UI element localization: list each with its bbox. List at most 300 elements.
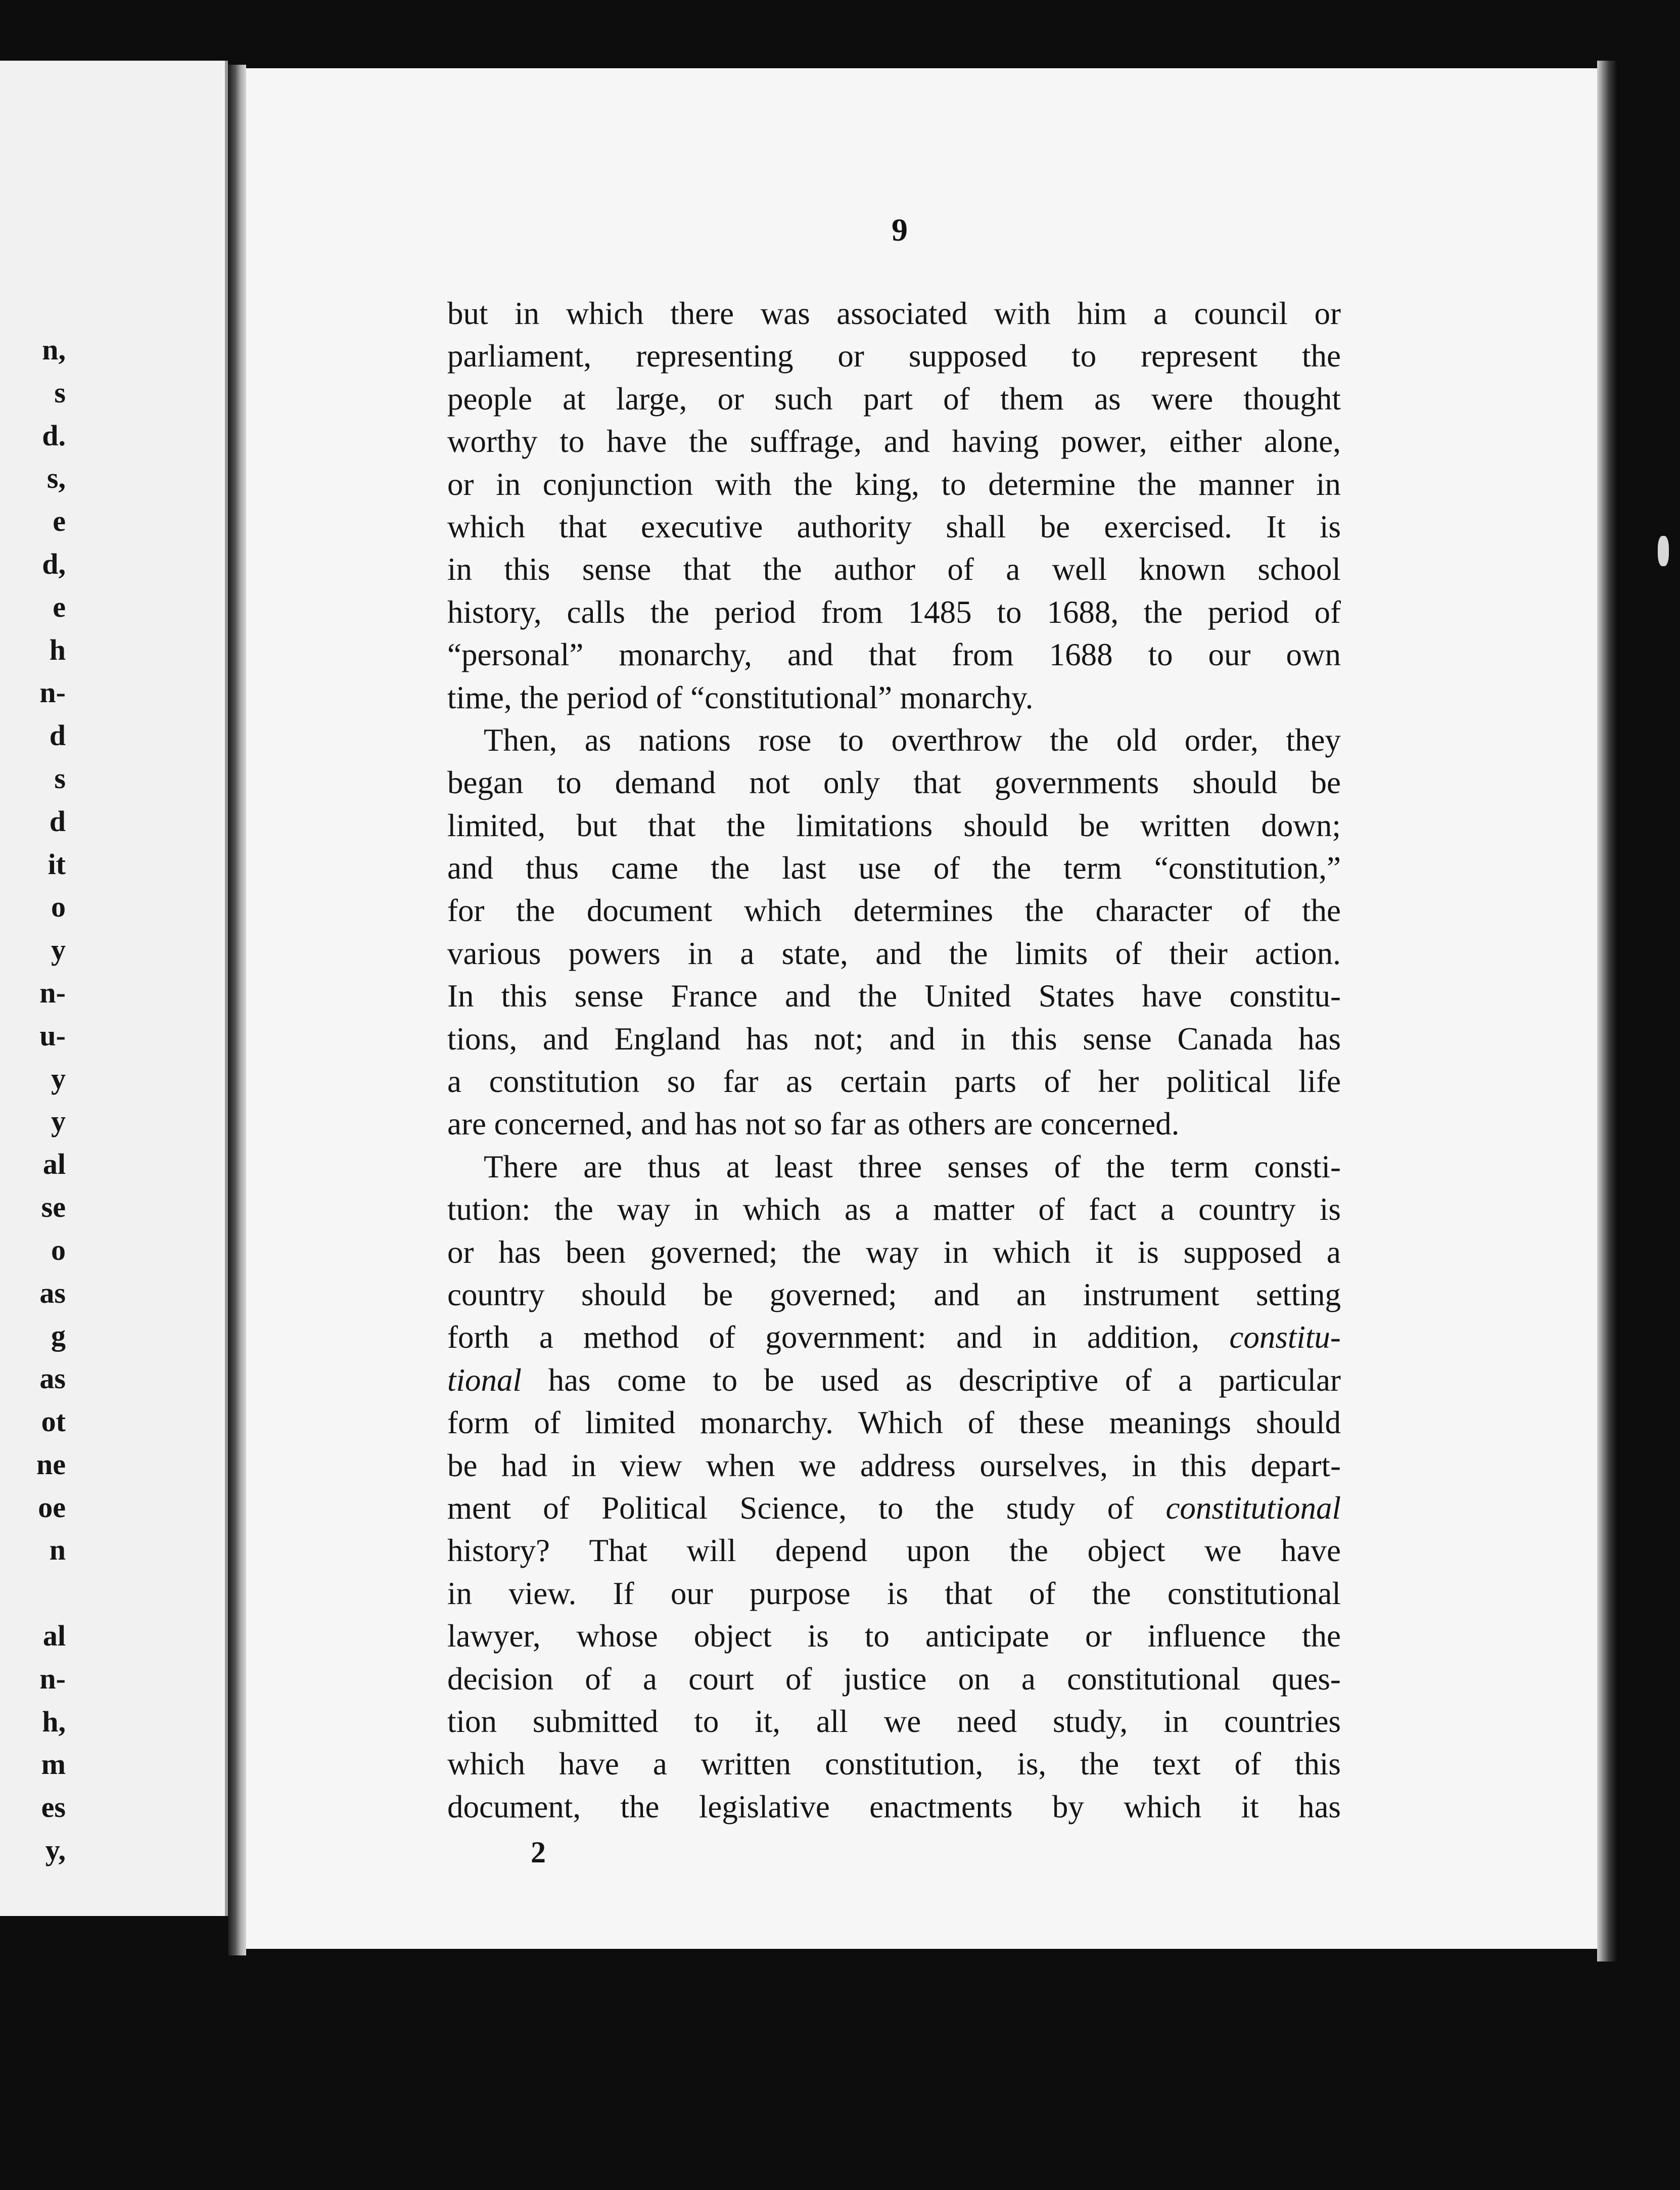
word: the bbox=[992, 850, 1032, 886]
word: or bbox=[1085, 1618, 1112, 1654]
word: known bbox=[1139, 552, 1226, 587]
word: order, bbox=[1184, 722, 1258, 758]
word: thus bbox=[647, 1149, 701, 1184]
left-page bbox=[0, 61, 228, 1916]
word: representing bbox=[636, 338, 794, 374]
page-edge-shadow bbox=[1597, 61, 1617, 1961]
word: has bbox=[1298, 1021, 1341, 1057]
word: in bbox=[943, 1234, 968, 1270]
word: a bbox=[1153, 296, 1168, 331]
word: there bbox=[670, 296, 734, 331]
word: large, bbox=[616, 381, 687, 417]
word: exercised. bbox=[1104, 509, 1232, 544]
word: limited, bbox=[447, 807, 546, 843]
page-number: 9 bbox=[892, 212, 908, 248]
word: council bbox=[1194, 296, 1288, 331]
word: tional bbox=[447, 1362, 522, 1398]
word: has bbox=[1298, 1789, 1341, 1824]
word: address bbox=[860, 1447, 956, 1483]
word: will bbox=[686, 1533, 736, 1569]
word: began bbox=[447, 765, 524, 801]
word: rose bbox=[758, 722, 812, 758]
word: Canada bbox=[1177, 1021, 1273, 1057]
word: upon bbox=[906, 1533, 970, 1569]
word: represent bbox=[1141, 338, 1258, 374]
word: constitution, bbox=[825, 1746, 984, 1782]
word: is, bbox=[1017, 1746, 1047, 1782]
text-line bbox=[447, 1359, 1341, 1401]
word: the bbox=[1302, 338, 1341, 374]
text-line bbox=[447, 463, 1341, 506]
word: study, bbox=[1053, 1703, 1128, 1739]
word: supposed bbox=[908, 338, 1028, 374]
word: school bbox=[1257, 552, 1341, 587]
word: has bbox=[548, 1362, 591, 1398]
left-edge-fragment: n bbox=[49, 1533, 66, 1567]
word: calls bbox=[567, 594, 625, 630]
word: governed; bbox=[650, 1234, 778, 1270]
word: on bbox=[958, 1661, 990, 1697]
word: term bbox=[1170, 1149, 1229, 1184]
word: of bbox=[967, 1405, 995, 1441]
word: monarchy. bbox=[900, 679, 1034, 715]
word: parliament, bbox=[447, 338, 592, 374]
word: character bbox=[1095, 893, 1212, 929]
left-edge-fragment: g bbox=[51, 1319, 66, 1352]
word: submitted bbox=[532, 1703, 659, 1739]
word: so bbox=[794, 1106, 822, 1142]
word: of bbox=[1038, 1192, 1065, 1227]
word: time, bbox=[447, 679, 512, 715]
word: or bbox=[447, 1234, 474, 1270]
word: it bbox=[1095, 1234, 1113, 1270]
word: or bbox=[447, 466, 474, 502]
word: our bbox=[670, 1575, 713, 1611]
word: history, bbox=[447, 594, 542, 630]
word: be bbox=[1040, 509, 1070, 544]
word: a bbox=[539, 1319, 553, 1355]
signature-mark: 2 bbox=[531, 1836, 546, 1869]
word: having bbox=[952, 424, 1039, 460]
word: which bbox=[566, 296, 644, 331]
word: United bbox=[924, 978, 1011, 1014]
word: the bbox=[763, 552, 802, 587]
word: period bbox=[1207, 594, 1289, 630]
word: them bbox=[1000, 381, 1064, 417]
word: In bbox=[447, 978, 474, 1014]
word: power, bbox=[1060, 424, 1147, 460]
word: far bbox=[723, 1064, 759, 1100]
word: country bbox=[447, 1276, 545, 1312]
left-edge-fragment: al bbox=[42, 1148, 66, 1181]
word: of bbox=[585, 1661, 612, 1697]
word: use bbox=[858, 850, 901, 886]
text-line bbox=[447, 847, 1341, 889]
word: part bbox=[863, 381, 913, 417]
word: as bbox=[873, 1106, 900, 1142]
word: is bbox=[886, 1575, 908, 1611]
word: to bbox=[864, 1618, 890, 1654]
left-edge-fragment: d bbox=[49, 804, 66, 838]
word: 1688 bbox=[1049, 637, 1113, 673]
word: supposed bbox=[1183, 1234, 1302, 1270]
word: purpose bbox=[750, 1575, 851, 1611]
word: constitu- bbox=[1229, 1319, 1341, 1355]
word: States bbox=[1038, 978, 1115, 1014]
word: government: bbox=[765, 1319, 926, 1355]
word: demand bbox=[615, 765, 716, 801]
word: a bbox=[643, 1661, 657, 1697]
left-edge-fragment: o bbox=[51, 1233, 66, 1266]
word: we bbox=[799, 1447, 836, 1483]
word: the bbox=[620, 1789, 660, 1824]
word: or bbox=[1314, 296, 1341, 331]
word: in bbox=[1163, 1703, 1189, 1739]
word: came bbox=[611, 850, 679, 886]
word: has bbox=[694, 1106, 737, 1142]
word: addition, bbox=[1087, 1319, 1200, 1355]
word: the bbox=[1080, 1746, 1119, 1782]
text-line bbox=[447, 1529, 1341, 1572]
word: should bbox=[581, 1276, 667, 1312]
word: of bbox=[1314, 594, 1341, 630]
text-line bbox=[447, 378, 1341, 420]
word: in bbox=[688, 935, 713, 971]
left-edge-fragment: y bbox=[51, 933, 66, 967]
word: political bbox=[1166, 1064, 1271, 1100]
word: history? bbox=[447, 1533, 550, 1569]
word: a bbox=[740, 935, 755, 971]
word: and bbox=[889, 1021, 936, 1057]
text-line bbox=[447, 1658, 1341, 1700]
word: senses bbox=[947, 1149, 1029, 1184]
word: and bbox=[875, 935, 922, 971]
text-line bbox=[447, 676, 1341, 719]
word: which bbox=[1124, 1789, 1202, 1824]
word: concerned. bbox=[1040, 1106, 1180, 1142]
word: associated bbox=[836, 296, 968, 331]
word: court bbox=[688, 1661, 754, 1697]
word: own bbox=[1286, 637, 1341, 673]
left-edge-fragment: es bbox=[41, 1791, 66, 1824]
text-line bbox=[447, 1018, 1341, 1060]
word: consti- bbox=[1254, 1149, 1341, 1184]
text-line bbox=[447, 1316, 1341, 1358]
word: were bbox=[1151, 381, 1214, 417]
word: 1485 bbox=[908, 594, 972, 630]
word: to bbox=[941, 466, 966, 502]
word: country bbox=[1198, 1192, 1296, 1227]
scan-background bbox=[0, 1961, 1680, 2190]
word: influence bbox=[1147, 1618, 1266, 1654]
word: was bbox=[760, 296, 810, 331]
text-line bbox=[447, 548, 1341, 590]
word: the bbox=[689, 424, 728, 460]
word: constitu- bbox=[1229, 978, 1341, 1014]
text-line bbox=[447, 1103, 1341, 1145]
word: form bbox=[447, 1405, 509, 1441]
word: overthrow bbox=[891, 722, 1022, 758]
word: the bbox=[554, 1192, 593, 1227]
word: various bbox=[447, 935, 541, 971]
text-line bbox=[447, 1700, 1341, 1743]
word: had bbox=[501, 1447, 547, 1483]
word: of bbox=[947, 552, 974, 587]
word: this bbox=[501, 978, 547, 1014]
word: down; bbox=[1261, 807, 1341, 843]
word: the bbox=[1009, 1533, 1048, 1569]
word: sense bbox=[574, 978, 644, 1014]
word: of bbox=[943, 381, 970, 417]
text-line bbox=[447, 1401, 1341, 1444]
word: of bbox=[1044, 1064, 1071, 1100]
word: sense bbox=[1083, 1021, 1152, 1057]
word: far bbox=[830, 1106, 866, 1142]
word: that bbox=[647, 807, 696, 843]
word: “constitution,” bbox=[1154, 850, 1341, 886]
text-line bbox=[447, 1146, 1341, 1188]
text-line bbox=[447, 975, 1341, 1017]
word: of bbox=[1243, 893, 1271, 929]
word: be bbox=[703, 1276, 733, 1312]
word: study bbox=[1006, 1490, 1076, 1526]
word: object bbox=[693, 1618, 772, 1654]
word: worthy bbox=[447, 424, 538, 460]
word: has bbox=[746, 1021, 789, 1057]
word: to bbox=[1071, 338, 1097, 374]
word: a bbox=[1178, 1362, 1192, 1398]
word: to bbox=[997, 594, 1022, 630]
word: enactments bbox=[869, 1789, 1013, 1824]
word: in bbox=[1032, 1319, 1057, 1355]
word: method bbox=[583, 1319, 679, 1355]
word: “constitutional” bbox=[690, 679, 893, 715]
word: which bbox=[447, 1746, 525, 1782]
word: in bbox=[961, 1021, 986, 1057]
word: to bbox=[694, 1703, 719, 1739]
word: the bbox=[1050, 722, 1089, 758]
left-edge-fragment: e bbox=[53, 505, 66, 538]
word: to bbox=[556, 765, 582, 801]
word: suffrage, bbox=[750, 424, 862, 460]
word: is bbox=[1137, 1234, 1159, 1270]
left-edge-fragment: oe bbox=[38, 1490, 66, 1524]
word: written bbox=[1140, 807, 1231, 843]
word: for bbox=[447, 893, 485, 929]
word: is bbox=[807, 1618, 829, 1654]
word: the bbox=[1106, 1149, 1145, 1184]
text-line bbox=[447, 719, 1341, 761]
left-edge-fragment: se bbox=[41, 1190, 66, 1223]
word: people bbox=[447, 381, 532, 417]
word: at bbox=[563, 381, 586, 417]
word: state, bbox=[781, 935, 848, 971]
word: concerned, bbox=[494, 1106, 633, 1142]
word: the bbox=[1143, 594, 1183, 630]
book-spine bbox=[228, 65, 246, 1955]
word: executive bbox=[640, 509, 763, 544]
word: It bbox=[1266, 509, 1286, 544]
word: are bbox=[994, 1106, 1033, 1142]
word: all bbox=[816, 1703, 848, 1739]
word: or bbox=[717, 381, 744, 417]
word: this bbox=[1011, 1021, 1057, 1057]
word: way bbox=[865, 1234, 919, 1270]
left-edge-fragment: as bbox=[39, 1276, 66, 1309]
left-edge-fragment: ne bbox=[36, 1447, 66, 1481]
word: has bbox=[498, 1234, 541, 1270]
word: a bbox=[1006, 552, 1020, 587]
word: period bbox=[567, 679, 648, 715]
left-edge-fragment: n- bbox=[39, 676, 66, 709]
left-edge-fragment: s bbox=[54, 761, 66, 795]
word: decision bbox=[447, 1661, 553, 1697]
word: are bbox=[583, 1149, 623, 1184]
text-line bbox=[447, 335, 1341, 377]
text-line bbox=[447, 1060, 1341, 1103]
word: the bbox=[935, 1490, 974, 1526]
word: setting bbox=[1255, 1276, 1341, 1312]
word: the bbox=[858, 978, 898, 1014]
word: which bbox=[993, 1234, 1071, 1270]
word: There bbox=[484, 1149, 558, 1184]
word: and bbox=[787, 637, 833, 673]
word: three bbox=[858, 1149, 922, 1184]
word: to bbox=[713, 1362, 738, 1398]
word: not; bbox=[814, 1021, 864, 1057]
word: in bbox=[496, 466, 521, 502]
word: we bbox=[1204, 1533, 1242, 1569]
text-line bbox=[447, 1444, 1341, 1487]
text-line bbox=[447, 1487, 1341, 1529]
word: others bbox=[908, 1106, 986, 1142]
word: be bbox=[764, 1362, 795, 1398]
word: 1688, bbox=[1047, 594, 1119, 630]
word: a bbox=[652, 1746, 667, 1782]
word: constitutional bbox=[1165, 1490, 1341, 1526]
word: certain bbox=[840, 1064, 927, 1100]
word: as bbox=[905, 1362, 932, 1398]
text-line bbox=[447, 1786, 1341, 1828]
word: the bbox=[516, 893, 555, 929]
word: in bbox=[447, 1575, 473, 1611]
word: the bbox=[949, 935, 988, 971]
word: in bbox=[447, 552, 473, 587]
word: old bbox=[1116, 722, 1157, 758]
text-line bbox=[447, 1188, 1341, 1230]
word: term bbox=[1063, 850, 1122, 886]
word: thus bbox=[526, 850, 579, 886]
word: tution: bbox=[447, 1192, 531, 1227]
word: have bbox=[558, 1746, 619, 1782]
word: parts bbox=[954, 1064, 1016, 1100]
word: that bbox=[913, 765, 961, 801]
word: of bbox=[1054, 1149, 1081, 1184]
text-line bbox=[447, 932, 1341, 975]
word: action. bbox=[1255, 935, 1341, 971]
word: England bbox=[614, 1021, 721, 1057]
word: of bbox=[1107, 1490, 1134, 1526]
word: which bbox=[743, 893, 822, 929]
word: in bbox=[694, 1192, 719, 1227]
word: is bbox=[1319, 1192, 1341, 1227]
word: Science, bbox=[739, 1490, 847, 1526]
word: they bbox=[1286, 722, 1341, 758]
word: of bbox=[1029, 1575, 1056, 1611]
word: such bbox=[774, 381, 833, 417]
word: countries bbox=[1224, 1703, 1341, 1739]
word: and bbox=[447, 850, 493, 886]
word: of bbox=[1234, 1746, 1261, 1782]
left-edge-fragment: y, bbox=[45, 1833, 66, 1866]
left-edge-fragment: y bbox=[51, 1105, 66, 1138]
word: powers bbox=[568, 935, 661, 971]
word: from bbox=[821, 594, 883, 630]
word: governed; bbox=[769, 1276, 897, 1312]
left-edge-fragment: s bbox=[54, 376, 66, 409]
word: need bbox=[957, 1703, 1017, 1739]
word: should bbox=[1255, 1405, 1341, 1441]
word: an bbox=[1016, 1276, 1047, 1312]
word: of bbox=[534, 1405, 561, 1441]
word: alone, bbox=[1264, 424, 1341, 460]
word: manner bbox=[1198, 466, 1294, 502]
left-edge-fragment: e bbox=[53, 590, 66, 623]
word: governments bbox=[994, 765, 1159, 801]
text-line bbox=[447, 420, 1341, 463]
word: with bbox=[994, 296, 1051, 331]
word: of bbox=[1125, 1362, 1152, 1398]
scan-artifact bbox=[1658, 536, 1669, 566]
word: period bbox=[714, 594, 796, 630]
word: the bbox=[1301, 1618, 1341, 1654]
text-line bbox=[447, 591, 1341, 633]
body-text bbox=[447, 292, 1341, 1828]
left-edge-fragment: al bbox=[42, 1619, 66, 1652]
word: and bbox=[542, 1021, 589, 1057]
word: descriptive bbox=[958, 1362, 1099, 1398]
word: of bbox=[933, 850, 960, 886]
word: shall bbox=[946, 509, 1006, 544]
word: matter bbox=[933, 1192, 1014, 1227]
word: it, bbox=[755, 1703, 781, 1739]
text-line bbox=[447, 1572, 1341, 1615]
left-edge-fragment: y bbox=[51, 1062, 66, 1095]
word: in bbox=[515, 296, 540, 331]
word: which bbox=[447, 509, 525, 544]
word: it bbox=[1241, 1789, 1259, 1824]
word: a bbox=[1021, 1661, 1036, 1697]
word: to bbox=[878, 1490, 904, 1526]
word: constitutional bbox=[1067, 1661, 1241, 1697]
word: depart- bbox=[1250, 1447, 1341, 1483]
word: from bbox=[952, 637, 1014, 673]
word: in bbox=[1132, 1447, 1157, 1483]
text-line bbox=[447, 1743, 1341, 1785]
word: determine bbox=[988, 466, 1116, 502]
word: forth bbox=[447, 1319, 509, 1355]
word: that bbox=[945, 1575, 993, 1611]
word: but bbox=[576, 807, 617, 843]
word: of bbox=[785, 1661, 812, 1697]
word: and bbox=[641, 1106, 687, 1142]
word: justice bbox=[843, 1661, 927, 1697]
left-edge-fragment: m bbox=[41, 1748, 66, 1781]
word: object bbox=[1087, 1533, 1165, 1569]
word: and bbox=[883, 424, 930, 460]
word: that bbox=[868, 637, 917, 673]
word: meanings bbox=[1109, 1405, 1232, 1441]
